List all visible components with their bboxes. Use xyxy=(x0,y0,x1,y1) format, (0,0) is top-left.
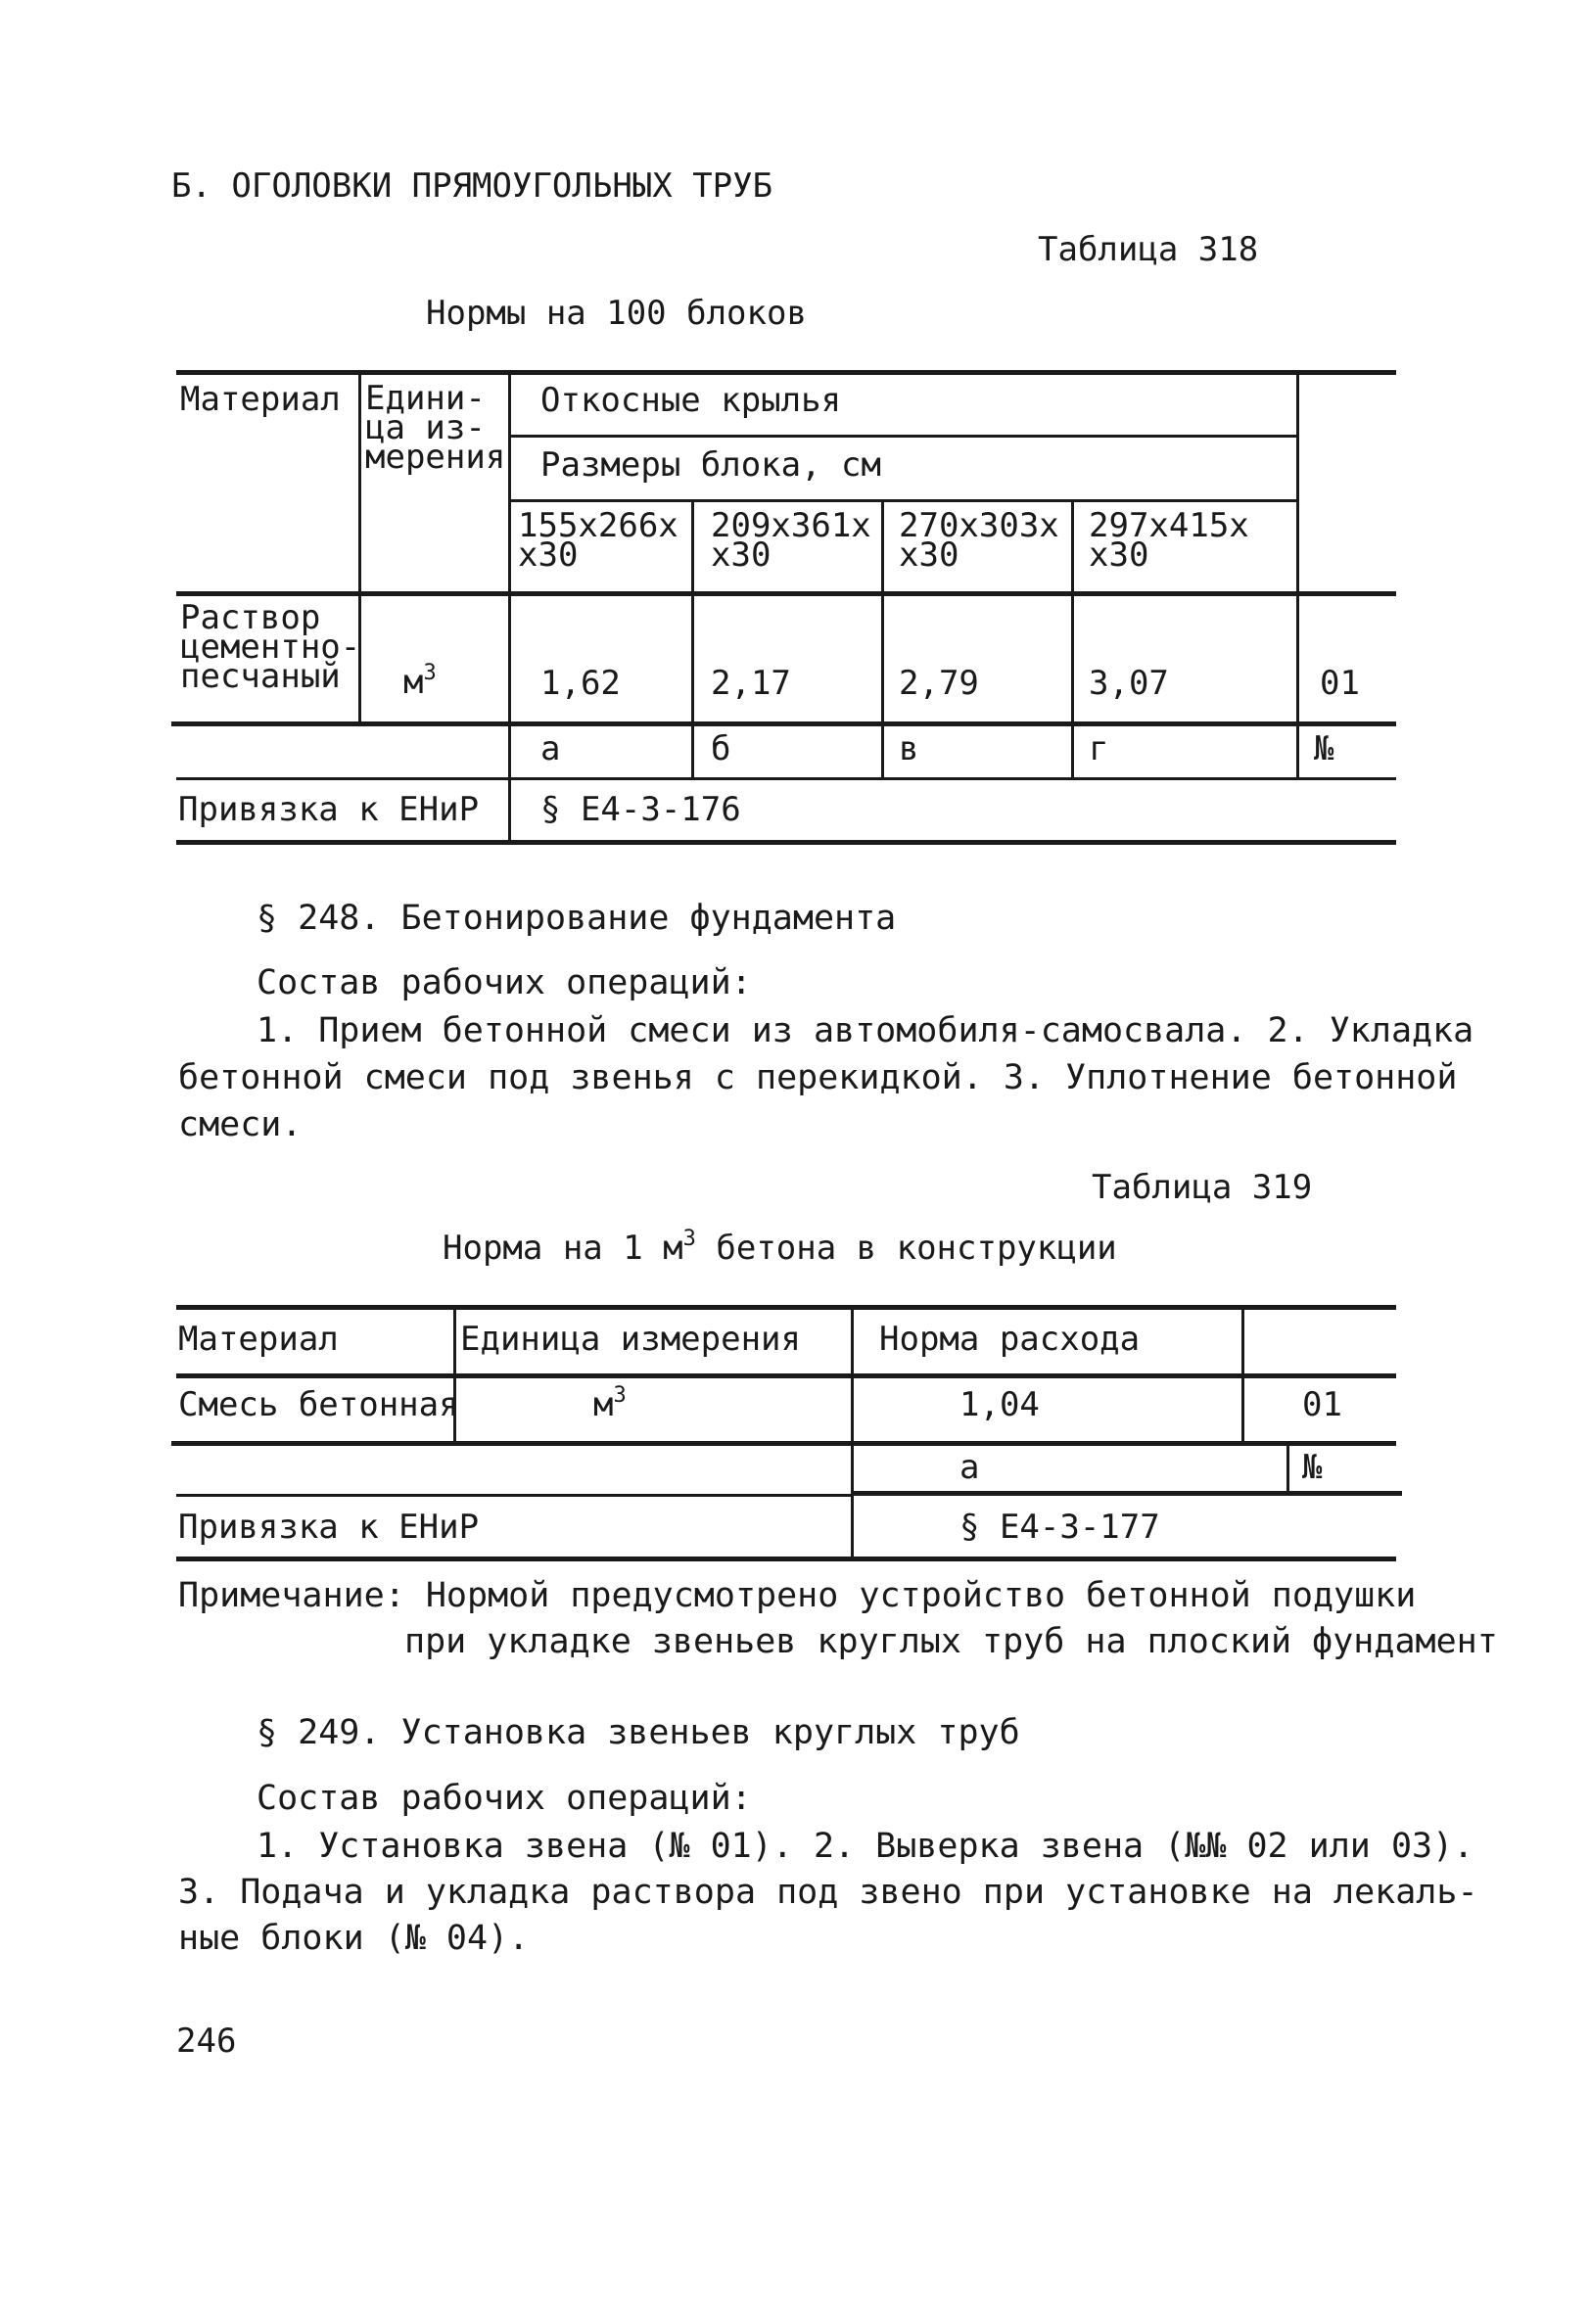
letter-g: г xyxy=(1089,729,1109,768)
table-319-label: Таблица 319 xyxy=(1092,1168,1313,1207)
binding-value: § Е4-3-176 xyxy=(540,790,741,829)
row-code: 01 xyxy=(1320,664,1360,703)
t319-number-sign: № xyxy=(1302,1448,1323,1487)
t319-header-norm: Норма расхода xyxy=(879,1320,1141,1359)
t319-row-material: Смесь бетонная xyxy=(178,1385,459,1424)
table-318-caption: Нормы на 100 блоков xyxy=(426,294,807,333)
note-line-1: Примечание: Нормой предусмотрено устройство бетонной подушки xyxy=(178,1576,1417,1615)
section-248-ops-label: Состав рабочих операций: xyxy=(257,963,752,1002)
t319-row-value: 1,04 xyxy=(959,1385,1040,1424)
t319-row-code: 01 xyxy=(1302,1385,1342,1424)
table-318-label: Таблица 318 xyxy=(1038,230,1259,269)
header-size-2: 209x361x x30 xyxy=(711,506,871,575)
table-319-caption: Норма на 1 $м^3$ бетона в конструкции xyxy=(443,1227,1117,1268)
header-size-3: 270x303x x30 xyxy=(899,506,1059,575)
row-value-4: 3,07 xyxy=(1089,664,1169,703)
number-sign: № xyxy=(1314,729,1334,768)
note-line-2: при укладке звеньев круглых труб на плоский фундамент xyxy=(404,1622,1498,1661)
header-unit: Едини- ца из- мерения xyxy=(365,379,506,477)
t319-header-material: Материал xyxy=(178,1320,339,1359)
t319-letter-a: а xyxy=(959,1448,980,1487)
t319-binding-label: Привязка к ЕНиР xyxy=(178,1508,480,1547)
header-group: Откосные крылья xyxy=(540,381,842,420)
section-249-title: § 249. Установка звеньев круглых труб xyxy=(257,1713,1020,1752)
section-249-ops-line-2: 3. Подача и укладка раствора под звено при установке на лекаль- xyxy=(178,1873,1478,1912)
section-248-title: § 248. Бетонирование фундамента xyxy=(257,899,897,938)
t319-binding-value: § Е4-3-177 xyxy=(959,1508,1160,1547)
header-subgroup: Размеры блока, см xyxy=(540,445,881,485)
letter-v: в xyxy=(899,729,919,768)
row-value-2: 2,17 xyxy=(711,664,791,703)
page-number: 246 xyxy=(176,2022,237,2061)
t319-header-unit: Единица измерения xyxy=(460,1320,801,1359)
section-249-ops-line-3: ные блоки (№ 04). xyxy=(178,1919,530,1958)
section-248-ops-line-1: 1. Прием бетонной смеси из автомобиля-самосвала. 2. Укладка xyxy=(257,1011,1474,1050)
header-material: Материал xyxy=(180,380,341,419)
section-249-ops-line-1: 1. Установка звена (№ 01). 2. Выверка звена (№№ 02 или 03). xyxy=(257,1827,1474,1866)
row-value-1: 1,62 xyxy=(540,664,621,703)
t319-row-unit: $м^3$ xyxy=(593,1383,627,1424)
section-249-ops-label: Состав рабочих операций: xyxy=(257,1779,752,1818)
header-size-1: 155x266x x30 xyxy=(518,506,678,575)
letter-a: а xyxy=(540,729,561,768)
section-248-ops-line-3: смеси. xyxy=(178,1105,303,1144)
binding-label: Привязка к ЕНиР xyxy=(178,790,480,829)
row-material: Раствор цементно- песчаный xyxy=(180,598,361,696)
row-value-3: 2,79 xyxy=(899,664,979,703)
header-size-4: 297x415x x30 xyxy=(1089,506,1249,575)
section-248-ops-line-2: бетонной смеси под звенья с перекидкой. 3. Уплотнение бетонной xyxy=(178,1058,1458,1097)
section-heading: Б. ОГОЛОВКИ ПРЯМОУГОЛЬНЫХ ТРУБ xyxy=(171,166,773,206)
row-unit: $м^3$ xyxy=(403,661,437,702)
letter-b: б xyxy=(711,729,731,768)
